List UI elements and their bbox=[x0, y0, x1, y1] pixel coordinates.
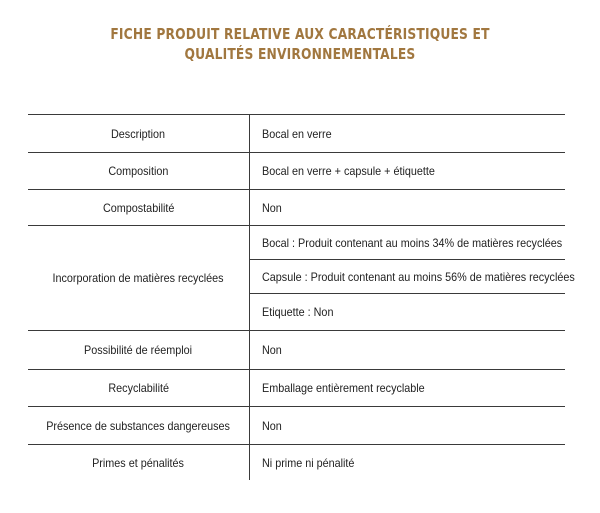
table-row-label: Présence de substances dangereuses bbox=[46, 418, 231, 433]
table-row-label: Recyclabilité bbox=[108, 381, 169, 395]
table-row-label: Incorporation de matières recyclées bbox=[52, 271, 225, 285]
table-row-value: Non bbox=[262, 200, 282, 215]
table-row-value: Ni prime ni pénalité bbox=[262, 455, 355, 470]
page-title bbox=[54, 24, 546, 64]
table-row-value: Bocal en verre bbox=[262, 126, 332, 141]
table-row-label: Possibilité de réemploi bbox=[84, 343, 193, 357]
page-title-line-1: FICHE PRODUIT RELATIVE AUX CARACTÉRISTIQUES ET bbox=[110, 25, 490, 43]
page-title-line-2: QUALITÉS ENVIRONNEMENTALES bbox=[184, 45, 416, 63]
table-row-label: Compostabilité bbox=[102, 200, 175, 215]
table-row-value: Bocal : Produit contenant au moins 34% de matières recyclées bbox=[262, 235, 563, 250]
table-row-value: Non bbox=[262, 418, 282, 433]
table-row-value: Etiquette : Non bbox=[262, 305, 334, 319]
table-row-value: Capsule : Produit contenant au moins 56% de matières recyclées bbox=[262, 269, 575, 284]
environmental-characteristics-table bbox=[28, 114, 575, 480]
table-row-label: Primes et pénalités bbox=[92, 455, 185, 470]
table-row-label: Composition bbox=[108, 164, 169, 178]
column-divider bbox=[249, 114, 250, 480]
table-row-value: Non bbox=[262, 343, 282, 357]
table-row-value: Emballage entièrement recyclable bbox=[262, 381, 425, 395]
table-row-label: Description bbox=[111, 126, 166, 141]
table-row-value: Bocal en verre + capsule + étiquette bbox=[262, 164, 435, 178]
